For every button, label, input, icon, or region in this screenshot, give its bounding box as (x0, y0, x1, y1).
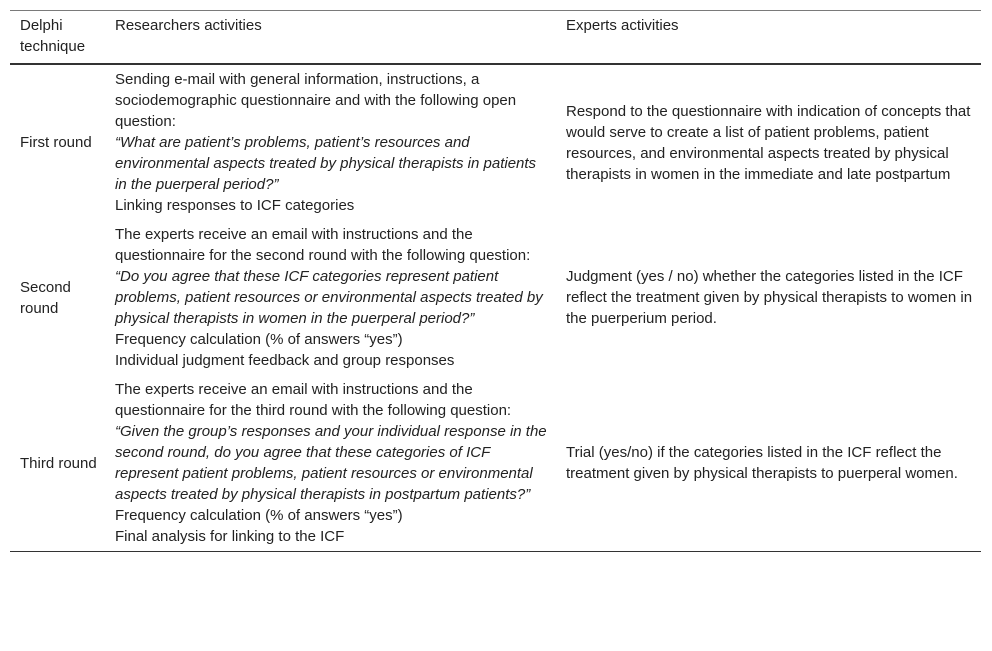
table-row (10, 220, 981, 375)
activity-intro: The experts receive an email with instructions and the questionnaire for the second round with the following question: (115, 226, 531, 264)
activity-step: Linking responses to ICF categories (115, 197, 355, 214)
activity-step: Frequency calculation (% of answers “yes”) (115, 331, 403, 348)
experts-activities: Judgment (yes / no) whether the categories listed in the ICF reflect the treatment given by physical therapists to women in the puerperium period. (566, 268, 973, 327)
delphi-table-container (10, 10, 981, 552)
delphi-table (10, 10, 981, 552)
round-label: First round (20, 134, 92, 151)
researchers-activities (105, 220, 556, 375)
researchers-activities (105, 64, 556, 220)
activity-intro: Sending e-mail with general information, instructions, a sociodemographic questionnaire and with the following open question: (115, 71, 517, 130)
table-row (10, 375, 981, 552)
header-researchers: Researchers activities (115, 17, 262, 34)
table-header (10, 11, 981, 65)
activity-step: Final analysis for linking to the ICF (115, 528, 345, 545)
activity-question: “Given the group’s responses and your individual response in the second round, do you agree that these categories of ICF represent patient problems, patient resources or environmental aspects treated by physical therapists in postpartum patients?” (115, 423, 547, 503)
header-technique: Delphi technique (20, 17, 86, 55)
table-row (10, 64, 981, 220)
activity-step: Individual judgment feedback and group responses (115, 352, 455, 369)
header-row (10, 11, 981, 65)
activity-intro: The experts receive an email with instructions and the questionnaire for the third round with the following question: (115, 381, 512, 419)
header-experts: Experts activities (566, 17, 679, 34)
experts-activities: Trial (yes/no) if the categories listed in the ICF reflect the treatment given by physical therapists to puerperal women. (566, 444, 958, 482)
round-label: Third round (20, 454, 97, 472)
round-label: Second round (20, 278, 71, 317)
experts-activities: Respond to the questionnaire with indication of concepts that would serve to create a list of patient problems, patient resources, and environmental aspects treated by physical therapists in women in the immediate and late postpartum (566, 102, 971, 183)
researchers-activities (105, 375, 556, 552)
activity-step: Frequency calculation (% of answers “yes”) (115, 507, 403, 524)
table-body (10, 64, 981, 552)
activity-question: “What are patient’s problems, patient’s resources and environmental aspects treated by physical therapists in patients in the puerperal period?” (115, 134, 537, 193)
activity-question: “Do you agree that these ICF categories represent patient problems, patient resources or environmental aspects treated by physical therapists in women in the puerperal period?” (115, 268, 543, 327)
